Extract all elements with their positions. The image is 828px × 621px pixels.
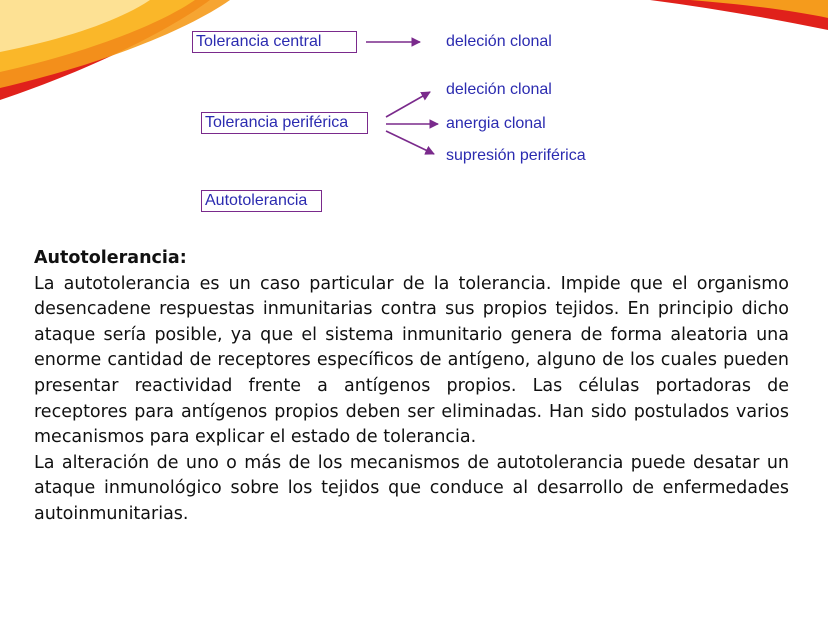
text-section <box>34 246 789 528</box>
target-periferica-delecion-clonal: deleción clonal <box>446 81 552 98</box>
arrow-periferica-to-delecion <box>386 92 430 117</box>
paragraph-2: La alteración de uno o más de los mecanismos de autotolerancia puede desatar un ataque inmunológico sobre los tejidos que conduce al desarrollo de enfermedades autoinmunitarias. <box>34 452 789 524</box>
box-autotolerancia: Autotolerancia <box>201 190 322 212</box>
arrow-periferica-to-supresion <box>386 131 434 154</box>
target-supresion-periferica: supresión periférica <box>446 147 586 164</box>
box-tolerancia-central: Tolerancia central <box>192 31 357 53</box>
diagram-arrows <box>0 0 828 230</box>
target-central-delecion-clonal: deleción clonal <box>446 33 552 50</box>
box-tolerancia-periferica: Tolerancia periférica <box>201 112 368 134</box>
paragraph-1: La autotolerancia es un caso particular de la tolerancia. Impide que el organismo desencadene respuestas inmunitarias contra sus propios tejidos. En principio dicho ataque sería posible, ya que el sistema inmunitario genera de forma aleatoria una enorme cantidad de receptores específicos de antígeno, alguno de los cuales pueden presentar reactividad frente a antígenos propios. Las células portadoras de receptores para antígenos propios deben ser eliminadas. Han sido postulados varios mecanismos para explicar el estado de tolerancia. <box>34 273 789 448</box>
section-heading: Autotolerancia: <box>34 248 187 268</box>
target-anergia-clonal: anergia clonal <box>446 115 546 132</box>
